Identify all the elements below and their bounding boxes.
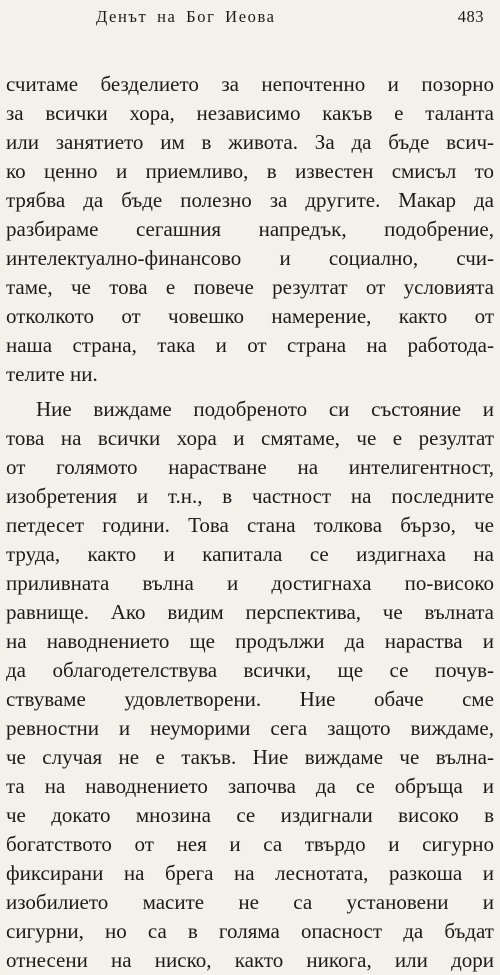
text-line: за всички хора, независимо какъв е таланта [6,101,494,125]
text-line: Ние виждаме подобреното си състояние и [36,397,494,421]
paragraph-1 [6,70,494,389]
running-title: Денът на Бог Иеова [96,7,276,26]
text-line: петдесет години. Това стана толкова бързо, че [6,513,494,537]
text-line: наша страна, така и от страна на работода- [6,333,494,357]
text-line: таме, че това е повече резултат от условията [6,275,494,299]
text-line: отколкото от човешко намерение, както от [6,304,494,328]
text-line: ствуваме удовлетворени. Ние обаче сме [6,687,494,711]
text-line: фиксирани на брега на леснотата, разкоша и [6,861,494,885]
text-line: разбираме сегашния напредък, подобрение, [6,217,494,241]
text-line: сигурни, но са в голяма опасност да бъдат [6,919,494,943]
page-header [96,6,484,28]
text-line: богатството от нея и са твърдо и сигурно [6,832,494,856]
text-line: приливната вълна и достигнаха по-високо [6,571,494,595]
text-line: ревностни и неуморими сега защото виждаме, [6,716,494,740]
text-line: че докато мнозина се издигнали високо в [6,803,494,827]
paragraph-2 [6,395,494,975]
text-line: да облагодетелствува всички, ще се почув- [6,658,494,682]
text-line: труда, както и капитала се издигнаха на [6,542,494,566]
text-line: на наводнението ще продължи да нараства и [6,629,494,653]
text-line: считаме безделието за непочтенно и позорно [6,72,494,96]
text-line: ко ценно и приемливо, в известен смисъл то [6,159,494,183]
text-line: равнище. Ако видим перспектива, че вълната [6,600,494,624]
body-text [6,70,494,975]
text-line: отнесени на ниско, както никога, или дори [6,948,494,972]
text-line: телите ни. [6,362,98,386]
page-number: 483 [457,7,484,26]
text-line: та на наводнението започва да се обръща и [6,774,494,798]
text-line: или занятието им в живота. За да бъде всич- [6,130,494,154]
text-line: изобретения и т.н., в частност на последните [6,484,494,508]
text-line: това на всички хора и смятаме, че е резултат [6,426,494,450]
text-line: от голямото нарастване на интелигентност, [6,455,494,479]
text-line: изобилието масите не са установени и [6,890,494,914]
text-line: че случая не е такъв. Ние виждаме че вълна- [6,745,494,769]
text-line: трябва да бъде полезно за другите. Макар да [6,188,494,212]
text-line: интелектуално-финансово и социално, счи- [6,246,494,270]
